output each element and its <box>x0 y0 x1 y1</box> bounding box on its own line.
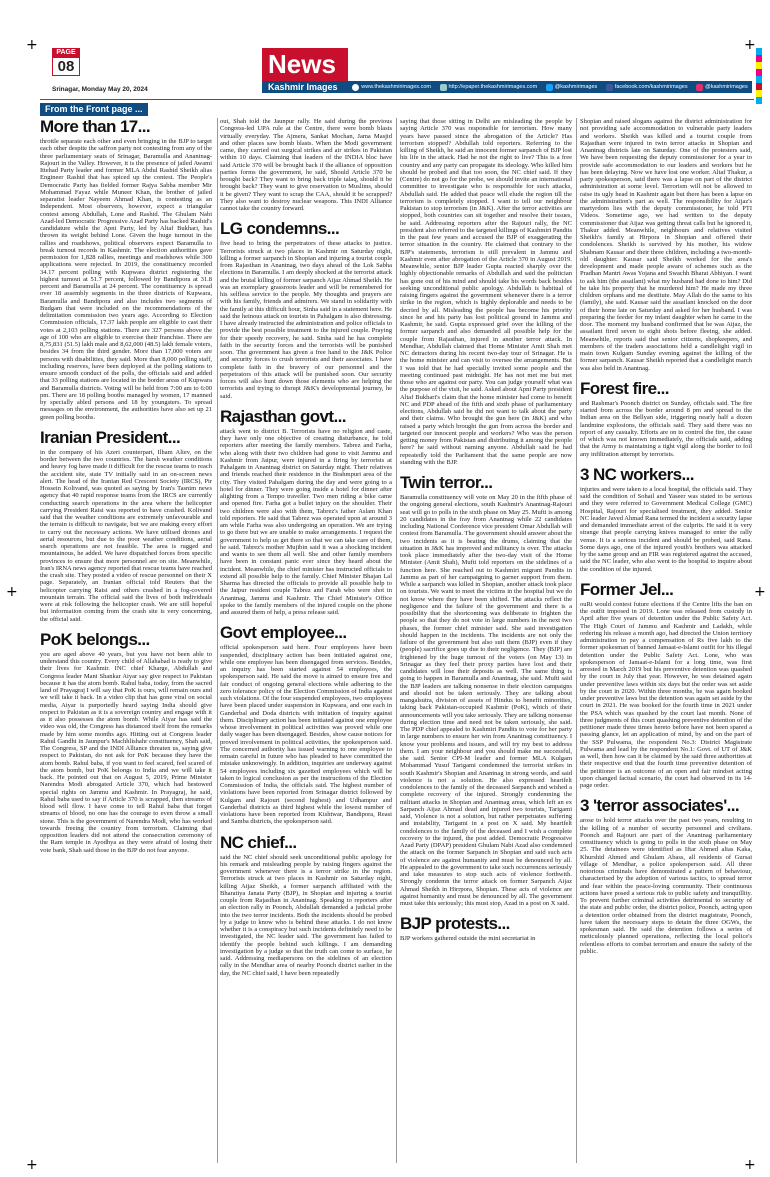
crop-mark-bottom-left: + <box>26 1157 38 1173</box>
header-divider <box>40 99 754 100</box>
article <box>40 118 212 421</box>
article-headline[interactable]: NC chief... <box>220 832 297 852</box>
social-link[interactable]: http://epaper.thekashmirimages.com <box>440 84 538 91</box>
article <box>400 118 572 466</box>
article <box>400 474 572 907</box>
article <box>580 581 752 790</box>
social-link[interactable]: @kashmirimages <box>696 84 748 91</box>
section-ribbon: From the Front page ... <box>40 103 148 116</box>
column-divider <box>576 118 577 1163</box>
article-body: throttle separate each other and even bringing in the BJP to target each other despite the saffron party not contesting from any of the three parliamentary seats of Srinagar, Baramulla and Anantnag-Rajouri in the Valley. However, it is the presence of jailed Awami Ittehad Party leader and former MLA Abdul Rashid Sheikh alias Engineer Rashid that has spiced up the contest. The People's Democratic Party has fielded former Rajya Sabha member Mir Mohammad Fayaz while Muneer Khan, the brother of jailed separatist leader Nayeem Ahmad Khan, is contesting as an Independent. Most observers, however, expect a triangular contest among Abdullah, Lone and Rashid. The Ghulam Nabi Azad-led Democratic Progressive Azad Party has backed Rashid's candidature while the Apni Party, led by Altaf Bukhari, has thrown its weight behind Lone. Given the huge turnout in the rallies and roadshows, political observers expect Baramulla to break turnout records in Kashmir. The election authorities gave permission for 1,828 rallies, meetings and roadshows while 300 applications were rejected. In 2019, the constituency recorded 34.17 percent polling with Kupwara district registering the highest turnout at 51.7 percent, followed by Bandipora at 31.8 percent and Baramulla at 24 percent. The constituency is spread over 18 assembly segments in the three districts of Kupwara, Baramulla and Bandipora and also includes two segments of Budgam that were included on the recommendations of the delimitation commission two years ago. According to Election Commission officials, 17.37 lakh people are eligible to cast their votes at 2,103 polling stations. There are 327 persons above the age of 100 who are eligible to exercise their franchise. There are 8,75,831 (51.5) lakh male and 8,62,000 (48.5) lakh female voters, besides 34 from the third gender. More than 17,000 voters are persons with disabilities, they said. More than 8,000 polling staff, including reserves, have been deployed at the polling stations to ensure smooth conduct of the polls, the officials said and added that 33 polling stations are located in the border areas of Kupwara and Baramulla districts. Voting will be held from 7:00 am to 6:00 pm. There are 18 polling booths managed by women, 17 manned by specially abled persons and 18 by youngsters. To spread messages on the environment, the authorities have also set up 21 green polling booths. <box>40 138 212 421</box>
section-brand <box>262 48 348 93</box>
crop-mark-top-right: + <box>744 37 756 53</box>
article-headline[interactable]: LG condemns... <box>220 219 340 239</box>
article-body: Baramulla constituency will vote on May 20 in the fifth phase of the ongoing general elections, south Kashmir's Anantnag-Rajouri seat will go to polls in the sixth phase on May 25. Mufti is among 20 candidates in the fray from Anantnag while 22 candidates including National Conference vice president Omar Abdullah will contest from Baramulla. The government should answer about the two incidents as it is beating the drums, claiming that the situation in J&K has improved and militancy is over. The attacks took place immediately after the two-day visit of the Home Minister (Amit Shah), Mufti told reporters on the sidelines of a function here. She reached out to Kashmiri migrant Pandits in Jammu as part of her campaigning to garner support from them. While a sarpanch was killed in Shopian, another attack took place on tourists. We want to meet the victims in the hospital but we do not know where they have been shifted. The attacks reflect the negligence and the failure of the government and there is a possibility that the shortcoming was deliberate to frighten the people so that they do not vote in large numbers in the next two phases, the former chief minister said. She said investigation should happen in the incidents. The incidents are not only the failure of the government but also suit them (BJP) even if they (people) sacrifice goes up due to their negligence. They (BJP) are frightened by the huge turnout of the voters (on May 13) in Srinagar as they feel their proxy parties have lost and their candidates will lose their deposits as well. The same thing is going to happen in Baramulla and Anantnag, she said. Mufti said the BJP leaders are talking nonsense in their election campaigns and should not be taken seriously. They are talking about mangalsutra, division of assets of Hindus to benefit minorities, taking back Pakistan-occupied Kashmir (PoK), which of their announcements will you take seriously. They are talking nonsense during election time and need not be taken seriously, she said. The PDP chief appealed to Kashmiri Pandits to vote for her party in large numbers to ensure her win from Anantnag constituency. I know your problems and issues, and will try my best to address them. I am your neighbour and you should make me successful, she said. Senior CPI-M leader and former MLA Kulgam Mohammad Yusuf Tarigami condemned the terrorist strikes in south Kashmir's Shopian and Anantnag in strong words, and said violence is not a solution. He also expressed heartfelt condolences to the family of the deceased Sarpanch and wished a complete recovery of the injured. Strongly condemning the militant attacks in Shopian and Anantnag areas, which left an ex Sarpanch Aijaz Ahmad dead and injured two tourists, Tarigami said, Violence is not a solution, but rather perpetuates suffering and instability, Tarigami in a post on X said. My heartfelt condolences to the family of the deceased and I wish a complete recovery to the injured, the post added. Democratic Progressive Azad Party (DPAP) president Ghulam Nabi Azad also condemned the attack on the former Sarpanch in Shopian and said such acts of violence are against humanity and must be denounced by all. He appealed to the government to take such occurrences seriously and take measures to stop such acts of violence forthwith. Strongly condemn the terror attack on former Sarpanch Aijaz Ahmad Sheikh in Hirrpora, Shopian. These acts of violence are against humanity and must be denounced by all. The government must take this seriously; this must stop, Azad in a post on X said. <box>400 494 572 907</box>
dateline: Srinagar, Monday May 20, 2024 <box>52 86 148 93</box>
article-body: said the NC chief should seek unconditional public apology for his remark and misleading people by raising fingers against the government whenever there is a terror strike in the region. Terrorists struck at two places in Kashmir on Saturday night, killing Aijaz Sheikh, a former sarpanch affiliated with the Bharatiya Janata Party (BJP), in Shopian and injuring a tourist couple from Rajasthan in Anantnag. Speaking to reporters after an election rally in Poonch, Abdullah demanded a judicial probe into the two terror incidents. Both the incidents should be probed by a judge to know who is behind these attacks. I do not know whether it is a conspiracy but such incidents definitely need to be investigated, the NC leader said. The government has failed to identify the people behind such killings. I am demanding investigation by a judge so that the truth can come to surface, he said. Addressing mediapersons on the sidelines of an election rally in the Mendhar area of nearby Poonch district earlier in the day, the NC chief said, I have been repeatedly <box>220 853 392 977</box>
article-headline[interactable]: More than 17... <box>40 118 151 136</box>
article <box>580 380 752 458</box>
article-body: ouRt would contest future elections if the Centre lifts the ban on the outfit imposed in 2019. Lone was released from custody in April after five years of detention under the Public Safety Act. The High Court of Jammu and Kashmir and Ladakh, while ordering his release a month ago, had directed the Union territory administration to pay a compensation of Rs five lakh to the former spokesman of banned Jamaat-e-Islami outfit for his illegal detention under the Public Safety Act. Lone, who was spokesperson of Jamaat-e-Islami for a long time, was first arrested in March 2019 but his preventive detention was quashed by the court in July that year. However, he was detained again under preventive laws within six days but the order was set aside by the court in 2020. Within three months, he was again booked under preventive laws but the detention was again set aside by the court in 2021. He was booked for the fourth time in 2021 under the PSA which was quashed by the court last month. None of three judgments of this court quashing preventive detention of the petitioner made three times hereto before have not been spared a passing glance, let an application of mind, by and on the part of the SSP Pulwama, the respondent No.3: District Magistrate Pulwama and lead by the respondent No.1: Govt. of UT of J&K as well, then how can it be claimed by the said three authorities at their respective end that the fourth time preventive detention of the petitioner is an outcome of an open and fair mindset acting upon changed factual scenario, the court had observed in its 14-page order. <box>580 600 752 789</box>
publication-name: Kashmir Images <box>262 81 348 93</box>
article-body: official spokesperson said here. Four employees have been suspended, disciplinary action has been initiated against one, while one employee has been disengaged from services. Besides, an inquiry has been started against 54 employees, the spokesperson said. He said the move is aimed to ensure free and fair conduct of ongoing general elections while adhering to the zero tolerance policy of the Election Commission of India against such violations. Of the four suspended employees, two employees have been placed under suspension in Kupwara, and one each in Ganderbal and Doda districts with initiation of inquiry against them. Disciplinary action has been initiated against one employee whose involvement in political activities was proved while one daily wager has been disengaged. Besides, show cause notices for proved involvement in political activities, the spokesperson said. The concerned authority has issued warning to one employee to remain careful in future who has pleaded to have committed the mistake unknowingly. In addition, inquiries are underway against 54 employees including six gazetted employees which will be taken to logical conclusion as per the instructions of the Election Commission of India, the officials said. The highest number of violations have been reported from Srinagar district followed by Kulgam and Rajouri (second highest) and Udhampur and Ganderbal districts as third highest while the lowest number of violations have been reported from Kishtwar, Bandipora, Reasi and Samba districts, the spokesperson said. <box>220 644 392 826</box>
link-icon <box>440 84 447 91</box>
article-headline[interactable]: 3 'terror associates'... <box>580 796 740 816</box>
article-body: you are aged above 40 years, but you have not been able to understand this country. Every child of Allahabad is ready to give their lives for Kashmir. INC chief Kharge, Abdullah and Congress leader Mani Shankar Aiyar say give respect to Pakistan because it has the atom bomb. Rahul baba, today, from the sacred land of Prayagraj I will say that PoK is ours, will remain ours and we will take it back. In a video clip that has gone viral on social media, Aiyar is purportedly heard saying India should give respect to Pakistan as it is a sovereign country and engage with it as it also possesses the atom bomb. While Aiyar has said the video was old, the Congress has distanced itself from the remarks made by him some months ago. Hitting out at Congress leader Rahul Gandhi in Jaunpur's Machhlishahr constituency, Shah said, The Congress, SP and the INDI Alliance threaten us, saying give respect to Pakistan, do not ask for PoK because they have the atom bomb. Rahul baba, if you want to feel scared, feel scared of the atom bomb, but PoK belongs to India and we will take it back. He pointed out that on August 5, 2019, Prime Minister Narendra Modi abrogated Article 370, which had bestowed special rights on Jammu and Kashmir. In Prayagraj, he said, Rahul baba used to say if Article 370 is scrapped, then streams of blood will flow. I have come to tell Rahul baba that forget streams of blood, no one has the courage to even throw a small stone. This is the government of Narendra Modi, who has worked towards freeing the country from terrorism. Claiming that opposition leaders did not attend the consecration ceremony of the Ram temple in Ayodhya as they were afraid of losing their vote bank, Shah said those in the BJP do not fear anyone. <box>40 650 212 854</box>
article <box>220 118 392 212</box>
article-body: Shopian and raised slogans against the district administration for not providing safe accommodation to vulnerable party leaders and workers. Sheikh was killed and a tourist couple from Rajasthan were injured in twin terror attacks in Shopian and Anantnag districts late on Saturday. One of the protesters said, We have been requesting the deputy commissioner for a year to provide safe accommodation to our leaders and workers but he has been delaying. Now we have lost one worker. Altaf Thakur, a party spokesperson, said there was a lapse on part of the district administration at some level. Terrorism will not be allowed to raise its ugly head in Kashmir again but there has been a lapse on the administration's part as well. The responsibility for Aijaz's martyrdom lies with the deputy commissioner, he told PTI Videos. Sometime ago, we had written to the deputy commissioner that Aijaz was getting threat calls but he ignored it, Thakur added. Meanwhile, neighbours and relatives visited Sheikh's family at Hirpora in Shopian and offered their condolences. Sheikh is survived by his mother, his widow Shabnam Kausar and their three children, including a two-month-old daughter. Kausar said Sheikh worked for the area's development and made people aware of schemes such as the Pradhan Mantri Awas Yojana and Swachh Bharat Abhiyan. I want to ask him (the assailant) what my husband had done to him? Did he take his property that he murdered him? He made my three children orphans and me destitute. May Allah do the same to his (family), she said. Kausar said the assailant knocked on the door of their home late on Saturday and asked for her husband. I was preparing the feeder for my infant daughter when he came to the door. The moment my husband confirmed that he was Aijaz, the assailant fired seven to eight shots before fleeing, she added. Meanwhile, reports said that senior citizens, shopkeepers, and members of the traders associations held a candlelight vigil in main town Kulgam Sunday evening against the killing of the former sarpanch. Kausar Sheikh reported that a candlelight march was also held in Anantnag. <box>580 118 752 372</box>
social-links-bar <box>348 81 752 93</box>
article-body: five head to bring the perpetrators of these attacks to justice. Terrorists struck at two places in Kashmir on Saturday night, killing a former sarpanch in Shopian and injuring a tourist couple from Rajasthan in Anantnag, two days ahead of the Lok Sabha elections in Baramulla. I am deeply shocked at the terrorist attack and the brutal killing of former sarpanch Aijaz Ahmad Sheikh. He was an exemplary grassroots leader and will be remembered for his selfless service to the people. My thoughts and prayers are with his family, friends and admirers. We stand in solidarity with the family at this difficult hour, Sinha said in a statement here. He said the heinous attack on tourists in Pahalgam is also distressing. I have already instructed the administration and police officials to provide the best possible treatment to the injured couple. Praying for their speedy recovery, he said. Sinha said he has complete faith in the security forces and the terrorists will be punished soon. The government has given a free hand to the J&K Police and security forces to crush terrorists and their associates. I have complete faith in the bravery of our personnel and the perpetrators of this attack will be punished soon. Our security forces will also hunt down those elements who are helping the terrorists and trying to disrupt J&K's developmental journey, he said. <box>220 240 392 400</box>
article-body: attack went to district B. Terrorists have no religion and caste, they have only one objective of creating disturbance, he told reporters after meeting the family members. Tabrez and Farha, who along with their two children had gone to visit Jammu and Kashmir from Jaipur, were injured in a firing by terrorists at Pahalgam in Anantnag district on Saturday night. Their relatives and friends reached their residence in the Brahmpuri area of the city. They visited Pahalgam during the day and were going to a hotel for dinner. They were going inside a hotel for dinner after alighting from a Tempo traveller. Two men riding a bike came and opened fire. Farha got a bullet injury on the shoulder. Their two children were also with them, Tabrez's father Aslam Khan told reporters. He said that Tabrez was operated upon at around 3 am while Farha was also undergoing an operation. We are trying to go there but we are unable to make arrangements. I request the government to help us get there so that we can take care of them, he said. Tabrez's mother Mujibin said it was a shocking incident and wants to see them all well. She and other family members have been in constant panic ever since they heard about the incident. Meanwhile, the chief minister has instructed officials to extend all possible help to the family. Chief Minister Bhajan Lal Sharma has directed the officials to provide all possible help to the Jaipur resident couple Tabrez and Farah who were shot in Anantnag, Jammu and Kashmir. The Chief Minister's Office spoke to the family members of the injured couple on the phone and assured them of help, a press release said. <box>220 427 392 616</box>
facebook-icon <box>606 84 613 91</box>
instagram-icon <box>696 84 703 91</box>
article-headline[interactable]: Forest fire... <box>580 378 669 398</box>
crop-mark-top-left: + <box>26 37 38 53</box>
article-body: BJP workers gathered outside the mini secretariat in <box>400 935 536 943</box>
crop-mark-bottom-right: + <box>744 1157 756 1173</box>
article-headline[interactable]: PoK belongs... <box>40 629 150 649</box>
article-body: saying that those sitting in Delhi are misleading the people by saying Article 370 was responsible for terrorism. How many years have passed since the abrogation of the Article? Has terrorism stopped? Abdullah told reporters. Referring to the killing of Sheikh, he said an innocent former sarpanch of BJP lost his life in the attack. Had he not the right to live? This is a free country and any party can propagate its ideology. Who killed him should be probed and that too soon, the NC chief said. If they (Centre) do not go for the probe, we should invite an international committee to investigate who is responsible for such attacks, Abdullah said. He added that peace will elude the region till the terrorism is completely stopped. I want to tell our neighbour Pakistan to stop terrorism (in J&K). After the terror activities are stopped, both countries can sit together and resolve their issues, he said. Addressing reporters after the Rajouri rally, the NC president also referred to the targeted killings of Kashmiri Pandits in the past few years and accused the BJP of exaggerating the terror situation in the country. He claimed that contrary to the BJP's statements, terrorism is still prevalent in Jammu and Kashmir even after abrogation of the Article 370 in August 2019. Meanwhile, senior BJP leader Gupta reacted sharply over the highly objectionable remarks of Abdullah and said the politician has gone out of his mind and should take his words back besides seeking unconditional public apology. Abdullah is habitual of raising fingers against the government whenever there is a terror strike in the region, which is highly deplorable and needs to be decried by all. Misleading the people has become his priority since he and his party has lost political ground in Jammu and Kashmir, he said. Gupta expressed grief over the killing of the former sarpanch and also demanded all possible help for the couple from Rajasthan, injured in another terror attack. In Mendhar, Abdullah claimed that Home Minister Amit Shah met NC detractors during his recent two-day tour of Srinagar. He is the home minister and can visit to oversee the arrangements. But I was told that he had specially invited some people and the meeting continued past midnight. He has not met me but met those who are against our party. You can judge yourself what was the purpose of the visit, he said. Asked about Apni Party president Altaf Bukhari's claim that the home minister had come to benefit NC and PDP ahead of the fifth and sixth phase of parliamentary elections, Abdullah said he did not want to talk about the party and their claims. Who brought the gun here (in J&K) and who raised a party which brought the gun from across the border and targeted our innocent people and workers? Who was the person getting money from Pakistan and distributing it among the people here? he said without naming anyone. Abdullah said he had repeatedly told the Parliament that the same people are now standing with the BJP. <box>400 118 572 466</box>
article-body: out, Shah told the Jaunpur rally. He said during the previous Congress-led UPA rule at the Centre, there were bomb blasts virtually everyday. The Ajmera, Sankat Mochan, Jama Masjid and other places saw bomb blasts. When the Modi government came, they carried out surgical strikes and air strikes in Pakistan within 10 days. Claiming that leaders of the INDIA bloc have said Article 370 will be brought back if the alliance of opposition parties forms the government, he said, Should Article 370 be brought back? They want to bring back triple talaq, should it be brought back? They want to give reservation to Muslims, should it be given? They want to scrap the CAA, should it be scrapped? They also want to destroy nuclear weapons. This INDI Alliance cannot take the country forward. <box>220 118 392 212</box>
page-number: 08 <box>52 57 80 76</box>
article-body: arose to hold terror attacks over the past two years, resulting in the killing of a number of security personnel and civilians. Poonch and Rajouri are part of the Anantnag parliamentary constituency which is going to polls in the sixth phase on May 25. The detainees were identified as Iftar Ahmed alias Kaka, Khurshid Ahmed and Ghulam Abass, all residents of Gursai village of Mendhar, a police spokesperson said. All three notorious criminals have demonstrated a pattern of behaviour, characterised by the adoption of various tactics, to spread terror and fear within the peace-loving community. Their continuous actions have posed a serious risk to public safety and tranquillity. To prevent further criminal activities detrimental to security of the state and public order, the district police, Poonch, acting upon a detention order obtained from the district magistrate, Poonch, have taken the necessary steps to detain the three OGWs, the spokesman said. He said the detention follows a series of meticulously planned operations, reflecting the local police's relentless efforts to combat terrorism and ensure the safety of the public. <box>580 817 752 955</box>
article <box>220 834 392 977</box>
social-link[interactable]: @kashmirimages <box>546 84 598 91</box>
article-headline[interactable]: Twin terror... <box>400 473 493 492</box>
article-body: injuries and were taken to a local hospital, the officials said. They said the condition of Sohail and Yaseer was stated to be serious and they were referred to Government Medical College (GMC) Hospital, Rajouri for specialised treatment, they added. Senior NC leader Javed Ahmad Rana termed the incident a security lapse and demanded immediate arrest of the culprits. He said it is very strange that people carrying knives managed to enter the rally venue. It is a serious incident and should be probed, said Rana. Some days ago, one of the injured youth's brothers was attacked by the same group and an FIR was registered against the accused, said the NC leader, who also went to the hospital to inquire about the condition of the injured. <box>580 485 752 573</box>
article <box>220 624 392 825</box>
social-link[interactable]: www.thekashmirimages.com <box>352 84 431 91</box>
article <box>40 631 212 854</box>
globe-icon <box>352 84 359 91</box>
article-headline[interactable]: 3 NC workers... <box>580 464 694 484</box>
column-divider <box>396 118 397 1163</box>
color-registration-strip <box>756 48 762 104</box>
article-headline[interactable]: Rajasthan govt... <box>220 406 346 426</box>
column-4 <box>580 118 752 1163</box>
article <box>580 118 752 372</box>
article <box>220 408 392 617</box>
article <box>400 915 572 942</box>
article <box>40 429 212 623</box>
column-2 <box>220 118 392 1163</box>
article <box>580 466 752 573</box>
column-1 <box>40 118 212 1163</box>
column-divider <box>217 118 218 1163</box>
article-headline[interactable]: Former Jel... <box>580 579 674 599</box>
column-3 <box>400 118 572 1163</box>
page-number-box <box>52 48 80 76</box>
article <box>580 797 752 955</box>
article-body: in the company of his Azeri counterpart, Ilham Aliev, on the border between the two countries. The harsh weather conditions and heavy fog have made it difficult for the rescue teams to reach the accident site, state TV initially said in an on-screen news alert. The head of the Iranian Red Crescent Society (IRCS), Pir Hossein Kolivand, was quoted as saying by Iran's Tasnim news agency that 40 rapid response teams from the IRCS are currently conducting search operations in the area where the helicopter carrying President Raisi was reported to have crashed. Kolivand said that the weather conditions are extremely unfavourable and the terrain is difficult to navigate, but we are making every effort to carry out the necessary actions. We have utilised drones and aerial resources, but due to the poor weather conditions, aerial search operations are not feasible. The area is rugged and mountainous, he added. We have dispatched forces from specific provinces to ensure that more personnel are on site. Meanwhile, Iran's IRNA news agency reported that rescue teams have reached the crash site. They posted a video of rescue personnel on their X page. Separately, an Iranian official told Reuters that the helicopter carrying Raisi and others crashed in a fog-covered mountain terrain. The official said the lives of both individuals were at risk following the helicopter crash. We are still hopeful but information coming from the crash site is very concerning, the official said. <box>40 448 212 623</box>
social-link[interactable]: facebook.com/kashmirimages <box>606 84 688 91</box>
crop-mark-left-middle: + <box>6 584 18 600</box>
article <box>220 220 392 400</box>
twitter-icon <box>546 84 553 91</box>
article-headline[interactable]: Govt employee... <box>220 623 347 643</box>
masthead <box>52 48 752 98</box>
crop-mark-right-middle: + <box>754 584 766 600</box>
article-headline[interactable]: BJP protests... <box>400 914 510 934</box>
page-label: PAGE <box>52 48 80 57</box>
section-title: News <box>262 48 348 81</box>
article-headline[interactable]: Iranian President... <box>40 427 181 447</box>
article-body: and Rashmar's Poonch district on Sunday, officials said. The fire started from across the border around 8 pm and spread to the Indian area on the Bellyan side, triggering nearly half a dozen landmine explosions, the officials said. They said there was no report of any casualty. Efforts are on to control the fire, the cause of which was not known immediately, the officials said, adding that the Army is maintaining a tight vigil along the border to foil any infiltration attempt by terrorists. <box>580 399 752 458</box>
